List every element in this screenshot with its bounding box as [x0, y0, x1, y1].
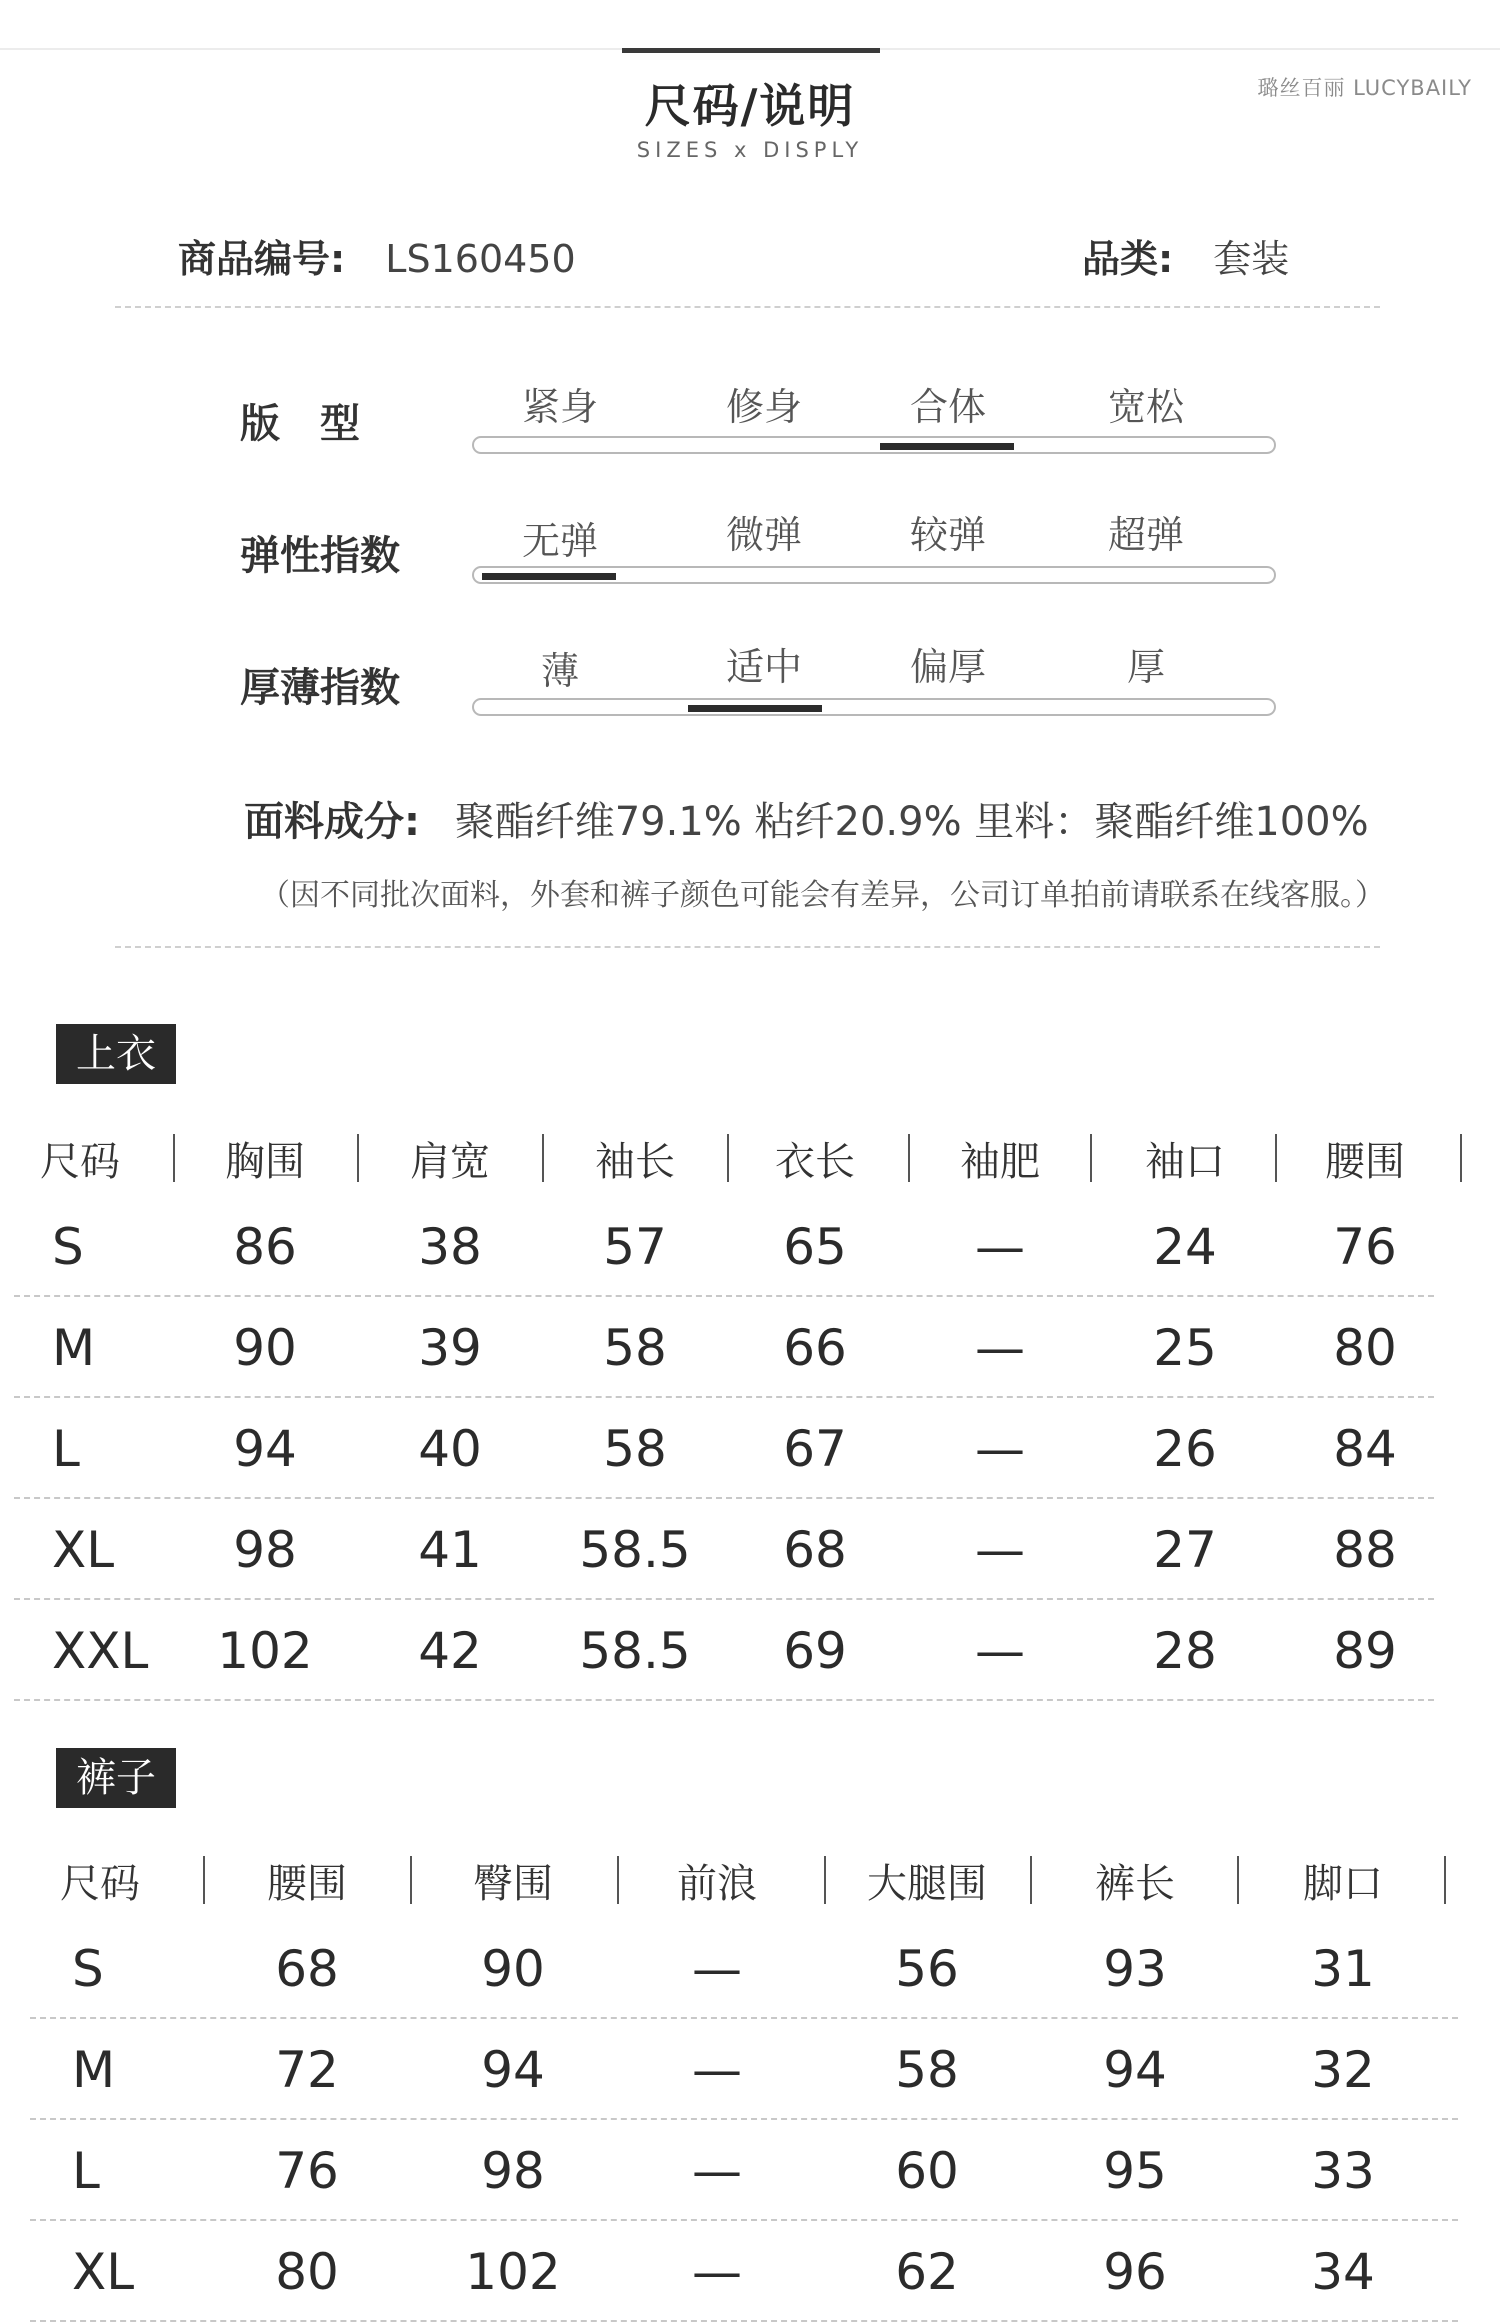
table-header-separator: [1460, 1134, 1462, 1182]
table-row-divider: [30, 2017, 1458, 2019]
table-row-divider: [14, 1396, 1434, 1398]
table-cell: 65: [783, 1218, 847, 1276]
table-cell: 98: [481, 2142, 545, 2200]
table-cell: —: [692, 2142, 742, 2200]
table-cell: 68: [275, 1940, 339, 1998]
table-cell: 66: [783, 1319, 847, 1377]
table-cell: 68: [783, 1521, 847, 1579]
table-cell: 90: [233, 1319, 297, 1377]
table-cell: 40: [418, 1420, 482, 1478]
table-header-cell: 袖口: [1145, 1139, 1225, 1185]
table-cell: 42: [418, 1622, 482, 1680]
fit-option-loose: 宽松: [1107, 385, 1184, 429]
table-header-cell: 腰围: [1325, 1139, 1405, 1185]
table-cell: 89: [1333, 1622, 1397, 1680]
table-header-separator: [357, 1134, 359, 1182]
table-cell: 94: [233, 1420, 297, 1478]
product-category-value: 套装: [1213, 237, 1290, 281]
elasticity-option-super: 超弹: [1107, 513, 1184, 557]
table-header-cell: 脚口: [1303, 1861, 1383, 1907]
fit-scale-track: [472, 436, 1276, 454]
table-header-cell: 臀围: [473, 1861, 553, 1907]
table-row-divider: [30, 2118, 1458, 2120]
table-cell: XL: [52, 1521, 115, 1579]
table-header-cell: 尺码: [40, 1139, 120, 1185]
table-cell: 76: [1333, 1218, 1397, 1276]
table-cell: 60: [895, 2142, 959, 2200]
table-cell: 62: [895, 2243, 959, 2301]
table-cell: 39: [418, 1319, 482, 1377]
table-cell: 31: [1311, 1940, 1375, 1998]
table-cell: 57: [603, 1218, 667, 1276]
fabric-composition: [244, 790, 1369, 847]
table-cell: —: [975, 1521, 1025, 1579]
table-cell: L: [52, 1420, 80, 1478]
table-cell: M: [52, 1319, 96, 1377]
table-cell: 58.5: [579, 1622, 691, 1680]
thickness-option-thick-ish: 偏厚: [909, 645, 986, 689]
table-cell: 26: [1153, 1420, 1217, 1478]
table-cell: 58.5: [579, 1521, 691, 1579]
fabric-divider: [115, 946, 1380, 948]
elasticity-option-slight: 微弹: [725, 513, 802, 557]
table-header-separator: [824, 1856, 826, 1904]
table-row-divider: [14, 1295, 1434, 1297]
table-header-cell: 袖肥: [960, 1139, 1040, 1185]
thickness-scale-label: 厚薄指数: [240, 665, 400, 711]
table-header-separator: [908, 1134, 910, 1182]
table-header-cell: 胸围: [225, 1139, 305, 1185]
table-cell: 86: [233, 1218, 297, 1276]
thickness-scale-track: [472, 698, 1276, 716]
table-cell: —: [975, 1218, 1025, 1276]
table-header-separator: [1237, 1856, 1239, 1904]
table-cell: 56: [895, 1940, 959, 1998]
table-cell: —: [692, 2243, 742, 2301]
table-cell: 72: [275, 2041, 339, 2099]
table-header-separator: [727, 1134, 729, 1182]
table-cell: 33: [1311, 2142, 1375, 2200]
table-cell: —: [692, 2041, 742, 2099]
product-code-value: LS160450: [385, 237, 576, 281]
table-cell: 69: [783, 1622, 847, 1680]
thickness-option-medium: 适中: [725, 645, 802, 689]
elasticity-scale-label: 弹性指数: [240, 533, 400, 579]
page-subtitle: SIZES x DISPLY: [636, 138, 864, 162]
table-header-cell: 肩宽: [410, 1139, 490, 1185]
fit-scale-marker: [880, 443, 1014, 450]
fit-option-tight: 紧身: [521, 385, 598, 429]
elasticity-option-moderate: 较弹: [909, 513, 986, 557]
table-header-cell: 前浪: [677, 1861, 757, 1907]
table-cell: 34: [1311, 2243, 1375, 2301]
table-cell: 28: [1153, 1622, 1217, 1680]
table-row-divider: [14, 1497, 1434, 1499]
table-cell: 84: [1333, 1420, 1397, 1478]
thickness-scale-marker: [688, 705, 822, 712]
table-cell: 96: [1103, 2243, 1167, 2301]
elasticity-scale-marker: [482, 573, 616, 580]
thickness-option-thick: 厚: [1126, 645, 1165, 689]
table-header-separator: [173, 1134, 175, 1182]
table-cell: —: [975, 1319, 1025, 1377]
table-cell: —: [975, 1420, 1025, 1478]
table-header-cell: 衣长: [775, 1139, 855, 1185]
table-cell: 24: [1153, 1218, 1217, 1276]
table-header-separator: [1090, 1134, 1092, 1182]
table-header-cell: 裤长: [1095, 1861, 1175, 1907]
title-accent-bar: [622, 48, 880, 53]
meta-divider: [115, 306, 1380, 308]
table-cell: 102: [217, 1622, 313, 1680]
table-header-separator: [1444, 1856, 1446, 1904]
table-cell: 80: [275, 2243, 339, 2301]
page-title: 尺码/说明: [644, 79, 856, 133]
fit-option-regular: 合体: [909, 385, 986, 429]
table-cell: —: [975, 1622, 1025, 1680]
table-cell: —: [692, 1940, 742, 1998]
product-code-label: 商品编号:: [178, 237, 346, 281]
fabric-value: 聚酯纤维79.1% 粘纤20.9% 里料：聚酯纤维100%: [454, 799, 1369, 845]
table-cell: 58: [603, 1319, 667, 1377]
table-cell: 94: [481, 2041, 545, 2099]
table-cell: 38: [418, 1218, 482, 1276]
table-cell: L: [72, 2142, 100, 2200]
table-cell: XL: [72, 2243, 135, 2301]
table-cell: 90: [481, 1940, 545, 1998]
top-section-tag: 上衣: [56, 1024, 176, 1084]
product-category-label: 品类:: [1082, 237, 1174, 281]
table-cell: 27: [1153, 1521, 1217, 1579]
table-cell: 41: [418, 1521, 482, 1579]
table-header-separator: [410, 1856, 412, 1904]
product-code: [178, 228, 576, 283]
table-header-cell: 腰围: [267, 1861, 347, 1907]
table-cell: 88: [1333, 1521, 1397, 1579]
table-header-cell: 大腿围: [867, 1861, 987, 1907]
table-row-divider: [30, 2219, 1458, 2221]
table-header-cell: 袖长: [595, 1139, 675, 1185]
table-cell: 98: [233, 1521, 297, 1579]
table-header-separator: [203, 1856, 205, 1904]
table-cell: 95: [1103, 2142, 1167, 2200]
table-cell: 25: [1153, 1319, 1217, 1377]
table-cell: 76: [275, 2142, 339, 2200]
pants-section-tag: 裤子: [56, 1748, 176, 1808]
table-row-divider: [14, 1699, 1434, 1701]
fabric-note: （因不同批次面料，外套和裤子颜色可能会有差异，公司订单拍前请联系在线客服。）: [260, 878, 1385, 913]
table-header-cell: 尺码: [60, 1861, 140, 1907]
table-cell: 93: [1103, 1940, 1167, 1998]
fit-scale-label: 版 型: [240, 401, 360, 447]
table-cell: 67: [783, 1420, 847, 1478]
fit-option-slim: 修身: [725, 385, 802, 429]
thickness-option-thin: 薄: [540, 649, 579, 693]
table-header-separator: [1275, 1134, 1277, 1182]
table-cell: M: [72, 2041, 116, 2099]
product-category: [1082, 228, 1289, 283]
table-cell: S: [72, 1940, 104, 1998]
table-cell: 94: [1103, 2041, 1167, 2099]
elasticity-option-none: 无弹: [521, 519, 598, 563]
table-cell: 80: [1333, 1319, 1397, 1377]
brand-logo-text: 璐丝百丽 LUCYBAILY: [1257, 76, 1472, 100]
table-header-separator: [617, 1856, 619, 1904]
fabric-label: 面料成分:: [244, 799, 420, 845]
table-header-separator: [542, 1134, 544, 1182]
table-cell: 102: [465, 2243, 561, 2301]
table-cell: 58: [895, 2041, 959, 2099]
table-cell: S: [52, 1218, 84, 1276]
table-row-divider: [14, 1598, 1434, 1600]
table-cell: 58: [603, 1420, 667, 1478]
table-header-separator: [1030, 1856, 1032, 1904]
table-cell: 32: [1311, 2041, 1375, 2099]
table-cell: XXL: [52, 1622, 149, 1680]
